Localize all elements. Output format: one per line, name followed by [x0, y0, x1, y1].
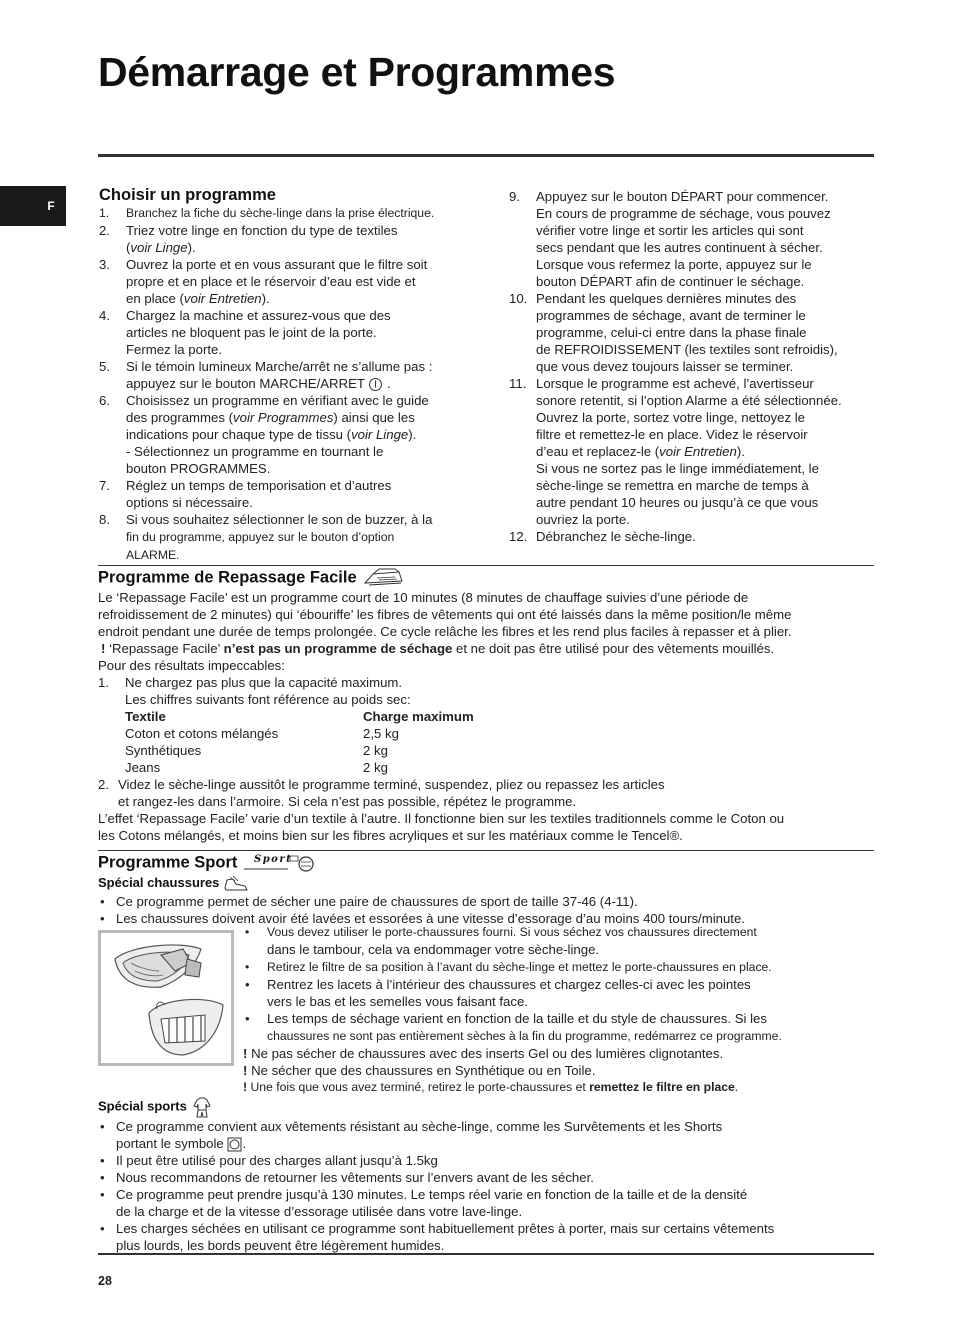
list-item: 3. Ouvrez la porte et en vous assurant que le filtre soit propre et en place et le réservoir d’eau est vide et en place (voir Entretien).	[99, 257, 428, 306]
shoe-warning: ! Ne sécher que des chaussures en Synthétique ou en Toile.	[243, 1063, 596, 1078]
list-item: 6. Choisissez un programme en vérifiant avec le guide des programmes (voir Programmes) ainsi que les indications pour chaque type de tissu (voir Linge). - Sélectionnez un programme en tournant le bouton PROGRAMMES.	[99, 393, 429, 477]
section-divider	[98, 565, 874, 566]
list-item: 9. Appuyez sur le bouton DÉPART pour commencer. En cours de programme de séchage, vous pouvez vérifier votre linge et sortir les articles qui sont secs pendant que les autres continuent à sécher. Lorsque vous refermez la porte, appuyez sur le bouton DÉPART afin de continuer le séchage.	[509, 189, 831, 289]
list-item: 2. Videz le sèche-linge aussitôt le programme terminé, suspendez, pliez ou repassez les articles et rangez-les dans l’armoire. Si cela n’est pas possible, répétez le programme.	[98, 777, 665, 809]
list-item: • Les temps de séchage varient en fonction de la taille et du style de chaussures. Si les chaussures ne sont pas entièrement sèches à la fin du programme, redémarrez ce programme.	[243, 1010, 883, 1045]
language-tab: F	[0, 186, 66, 226]
list-item: • Ce programme permet de sécher une paire de chaussures de sport de taille 37-46 (4-11).	[98, 893, 874, 910]
list-item: 1. Branchez la fiche du sèche-linge dans la prise électrique.	[99, 206, 435, 220]
shoe-warning: ! Une fois que vous avez terminé, retirez le porte-chaussures et remettez le filtre en place.	[243, 1080, 739, 1094]
choisir-steps-left	[99, 205, 469, 564]
tumble-dry-symbol-icon	[227, 1137, 242, 1152]
chaussures-heading: Spécial chaussures	[98, 874, 874, 893]
repassage-section	[98, 567, 874, 844]
iron-icon	[361, 567, 405, 589]
power-icon	[368, 377, 383, 392]
list-item: • Il peut être utilisé pour des charges allant jusqu’à 1.5kg	[98, 1152, 874, 1169]
list-item: • Nous recommandons de retourner les vêtements sur l’envers avant de les sécher.	[98, 1169, 874, 1186]
repassage-heading: Programme de Repassage Facile	[98, 567, 874, 589]
table-row: Synthétiques 2 kg	[125, 743, 388, 758]
choisir-steps-right	[509, 188, 879, 545]
choisir-section	[99, 185, 469, 564]
list-item: 11. Lorsque le programme est achevé, l’avertisseur sonore retentit, si l’option Alarme a été sélectionnée. Ouvrez la porte, sortez votre linge, nettoyez le filtre et remettez-le en place. Videz le réservoir d’eau et replacez-le (voir Entretien). Si vous ne sortez pas le linge immédiatement, le sèche-linge se remettra en marche de temps à autre pendant 10 heures ou jusqu’à ce que vous ouvriez la porte.	[509, 376, 842, 527]
page-title: Démarrage et Programmes	[98, 49, 616, 95]
list-item: • Les charges séchées en utilisant ce programme sont habituellement prêtes à porter, mais sur certains vêtements plus lourds, les bords peuvent être légèrement humides.	[98, 1220, 874, 1254]
list-item: 5. Si le témoin lumineux Marche/arrêt ne s’allume pas : appuyez sur le bouton MARCHE/ARRET .	[99, 359, 433, 391]
shoe-warning: ! Ne pas sécher de chaussures avec des inserts Gel ou des lumières clignotantes.	[243, 1046, 724, 1061]
table-row: Coton et cotons mélangés 2,5 kg	[125, 726, 399, 741]
sports-heading: Spécial sports	[98, 1096, 874, 1118]
list-item: 4. Chargez la machine et assurez-vous que des articles ne bloquent pas le joint de la porte. Fermez la porte.	[99, 308, 391, 357]
list-item: 1. Ne chargez pas plus que la capacité maximum. Les chiffres suivants font référence au poids sec: Textile Charge maximum Coton et cotons mélangés 2,5 kg Synthétiques 2 kg Jeans 2 kg	[98, 674, 874, 776]
repassage-steps	[98, 674, 874, 776]
shoe-instructions	[243, 924, 883, 1096]
charge-table	[125, 708, 874, 776]
title-divider	[98, 154, 874, 157]
list-item: • Les chaussures doivent avoir été lavées et essorées à une vitesse d’essorage d’au moins 400 tours/minute.	[98, 910, 874, 927]
list-item: 2. Triez votre linge en fonction du type de textiles (voir Linge).	[99, 223, 398, 255]
shoe-rack-illustration	[98, 930, 234, 1066]
section-divider	[98, 850, 874, 851]
choisir-heading: Choisir un programme	[99, 186, 276, 204]
list-item: 7. Réglez un temps de temporisation et d’autres options si nécessaire.	[99, 478, 392, 511]
list-item: • Rentrez les lacets à l’intérieur des chaussures et chargez celles-ci avec les pointes vers le bas et les semelles vous faisant face.	[243, 976, 883, 1010]
repassage-intro: Le ‘Repassage Facile’ est un programme court de 10 minutes (8 minutes de chauffage suivies d’une période de refroidissement de 2 minutes) qui ‘ébouriffe’ les fibres de vêtements qui ont été laissés dans la même position/le même endroit pendant une durée de temps prolongée. Ce cycle relâche les fibres et les rend plus faciles à repasser et à plier.	[98, 590, 792, 639]
repassage-subtitle: Pour des résultats impeccables:	[98, 658, 285, 673]
sport-program-icon: Sport	[242, 852, 316, 874]
list-item: • Ce programme peut prendre jusqu’à 130 minutes. Le temps réel varie en fonction de la taille et de la densité de la charge et de la vitesse d’essorage utilisée dans votre lave-linge.	[98, 1186, 874, 1220]
list-item: • Vous devez utiliser le porte-chaussures fourni. Si vous séchez vos chaussures directement dans le tambour, cela va endommager votre sèche-linge.	[243, 924, 883, 959]
table-header-row: Textile Charge maximum	[125, 709, 474, 724]
page-number: 28	[98, 1274, 112, 1288]
sport-heading: Programme Sport Sport	[98, 852, 874, 874]
list-item: 12. Débranchez le sèche-linge.	[509, 529, 696, 544]
bottom-divider	[98, 1253, 874, 1255]
shoe-icon	[223, 875, 249, 893]
list-item: 10. Pendant les quelques dernières minutes des programmes de séchage, avant de terminer le programme, celui-ci entre dans la phase finale de REFROIDISSEMENT (les textiles sont refroidis), que vous devez toujours laisser se terminer.	[509, 291, 838, 374]
repassage-warning: ! ‘Repassage Facile’ n’est pas un programme de séchage et ne doit pas être utilisé pour des vêtements mouillés.	[101, 641, 775, 656]
tracksuit-icon	[191, 1096, 213, 1118]
sports-section	[98, 1096, 874, 1254]
repassage-note: L’effet ‘Repassage Facile’ varie d’un textile à l’autre. Il fonctionne bien sur les textiles traditionnels comme le Coton ou les Cotons mélangés, et moins bien sur les fibres acryliques et sur les matériaux comme le Tencel®.	[98, 811, 785, 843]
list-item: • Ce programme convient aux vêtements résistant au sèche-linge, comme les Survêtements et les Shorts portant le symbole .	[98, 1118, 874, 1152]
list-item: • Retirez le filtre de sa position à l’avant du sèche-linge et mettez le porte-chaussures en place.	[243, 959, 883, 976]
table-row: Jeans 2 kg	[125, 760, 388, 775]
sport-section	[98, 852, 874, 927]
list-item: 8. Si vous souhaitez sélectionner le son de buzzer, à la fin du programme, appuyez sur le bouton d’option ALARME.	[99, 512, 433, 563]
